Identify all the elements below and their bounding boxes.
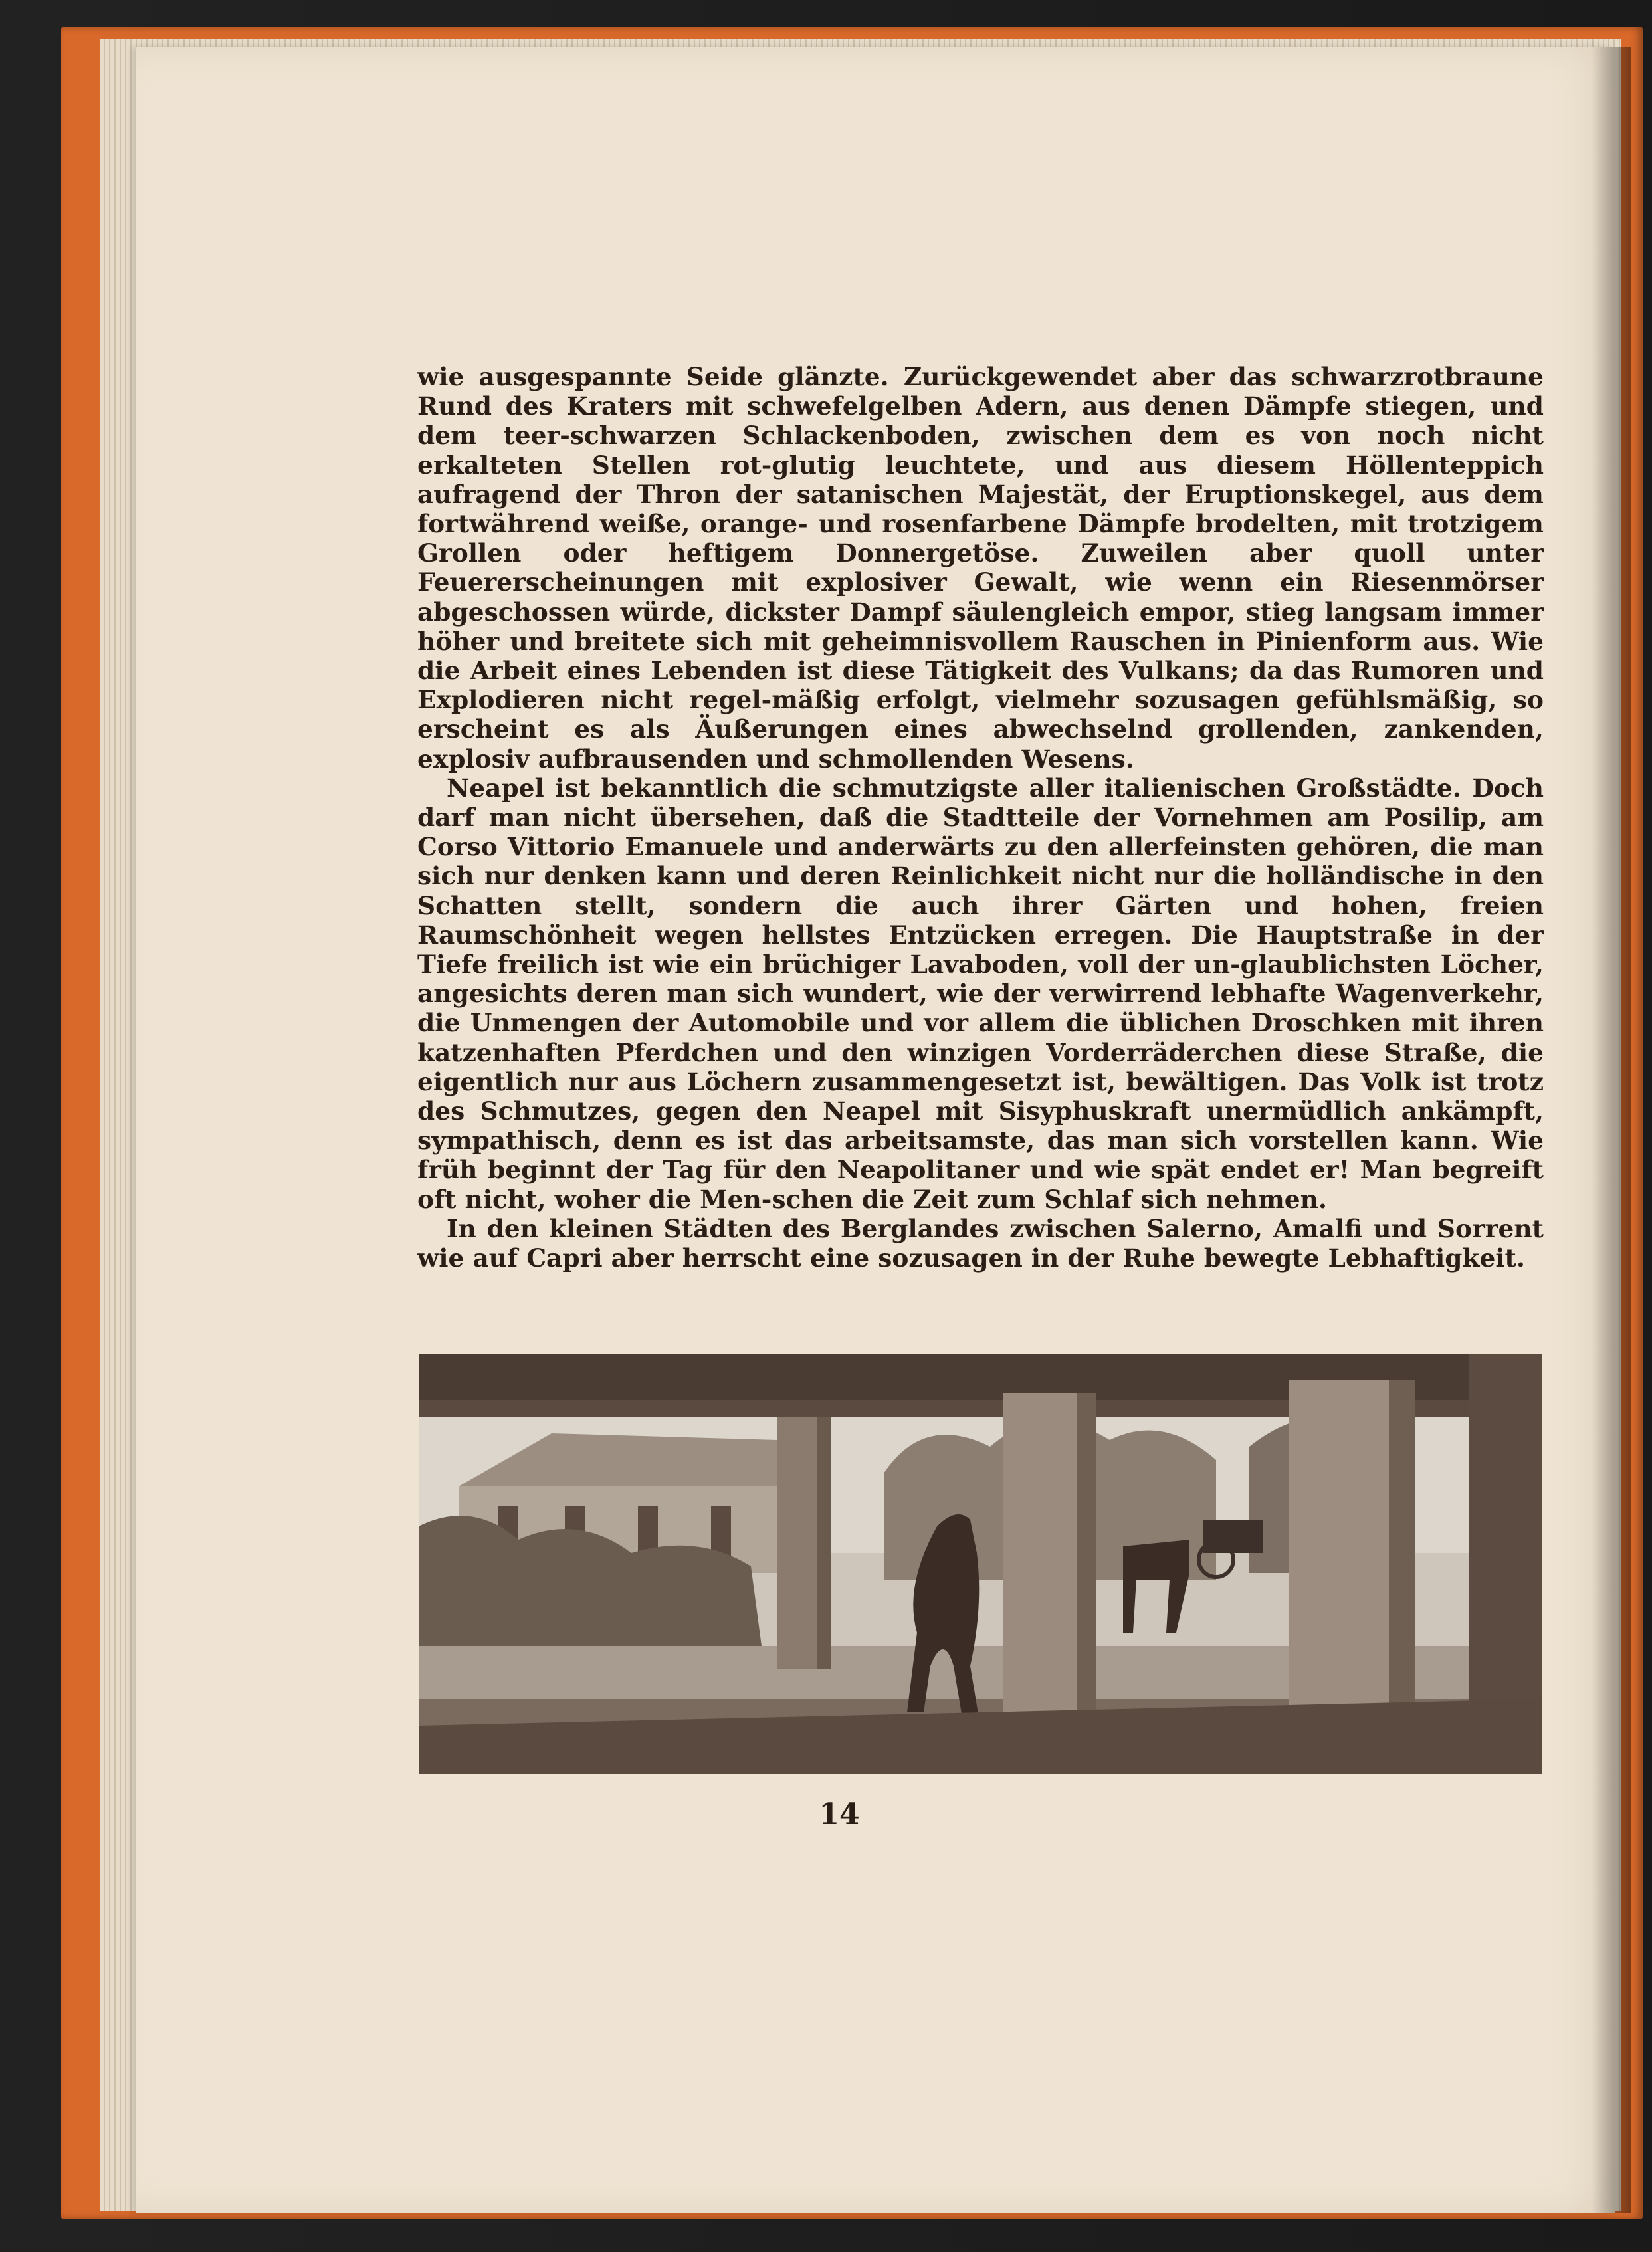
body-text — [417, 362, 1544, 1273]
paragraph-3: In den kleinen Städten des Berglandes zwischen Salerno, Amalfi und Sorrent wie auf Capri aber herrscht eine sozusagen in der Ruhe bewegte Lebhaftigkeit. — [417, 1213, 1544, 1273]
spine-shadow — [1592, 47, 1631, 2213]
paragraph-2: Neapel ist bekanntlich die schmutzigste aller italienischen Großstädte. Doch darf man nicht übersehen, daß die Stadtteile der Vornehmen am Posilip, am Corso Vittorio Emanuele und anderwärts zu den allerfeinsten gehören, die man sich nur denken kann und deren Reinlichkeit nicht nur die holländische in den Schatten stellt, sondern die auch ihrer Gärten und hohen, freien Raumschönheit wegen hellstes Entzücken erregen. Die Hauptstraße in der Tiefe freilich ist wie ein brüchiger Lavaboden, voll der un-glaublichsten Löcher, angesichts deren man sich wundert, wie der verwirrend lebhafte Wagenverkehr, die Unmengen der Automobile und vor allem die üblichen Droschken mit ihren katzenhaften Pferdchen und den winzigen Vorderräderchen diese Straße, die eigentlich nur aus Löchern zusammengesetzt ist, bewältigen. Das Volk ist trotz des Schmutzes, gegen den Neapel mit Sisyphuskraft unermüdlich ankämpft, sympathisch, denn es ist das arbeitsamste, das man sich vorstellen kann. Wie früh beginnt der Tag für den Neapolitaner und wie spät endet er! Man begreift oft nicht, woher die Men-schen die Zeit zum Schlaf sich nehmen. — [417, 773, 1544, 1214]
photo-illustration — [419, 1354, 1542, 1774]
photograph-arcade-with-horse — [419, 1354, 1542, 1774]
page-number: 14 — [819, 1797, 860, 1831]
paragraph-1: wie ausgespannte Seide glänzte. Zurückgewendet aber das schwarzrotbraune Rund des Kraters mit schwefelgelben Adern, aus denen Dämpfe stiegen, und dem teer-schwarzen Schlackenboden, zwischen dem es von noch nicht erkalteten Stellen rot-glutig leuchtete, und aus diesem Höllenteppich aufragend der Thron der satanischen Majestät, der Eruptionskegel, aus dem fortwährend weiße, orange- und rosenfarbene Dämpfe brodelten, mit trotzigem Grollen oder heftigem Donnergetöse. Zuweilen aber quoll unter Feuererscheinungen mit explosiver Gewalt, wie wenn ein Riesenmörser abgeschossen würde, dickster Dampf säulengleich empor, stieg langsam immer höher und breitete sich mit geheimnisvollem Rauschen in Pinienform aus. Wie die Arbeit eines Lebenden ist diese Tätigkeit des Vulkans; da das Rumoren und Explodieren nicht regel-mäßig erfolgt, vielmehr sozusagen gefühlsmäßig, so erscheint es als Äußerungen eines abwechselnd grollenden, zankenden, explosiv aufbrausenden und schmollenden Wesens. — [417, 362, 1544, 773]
